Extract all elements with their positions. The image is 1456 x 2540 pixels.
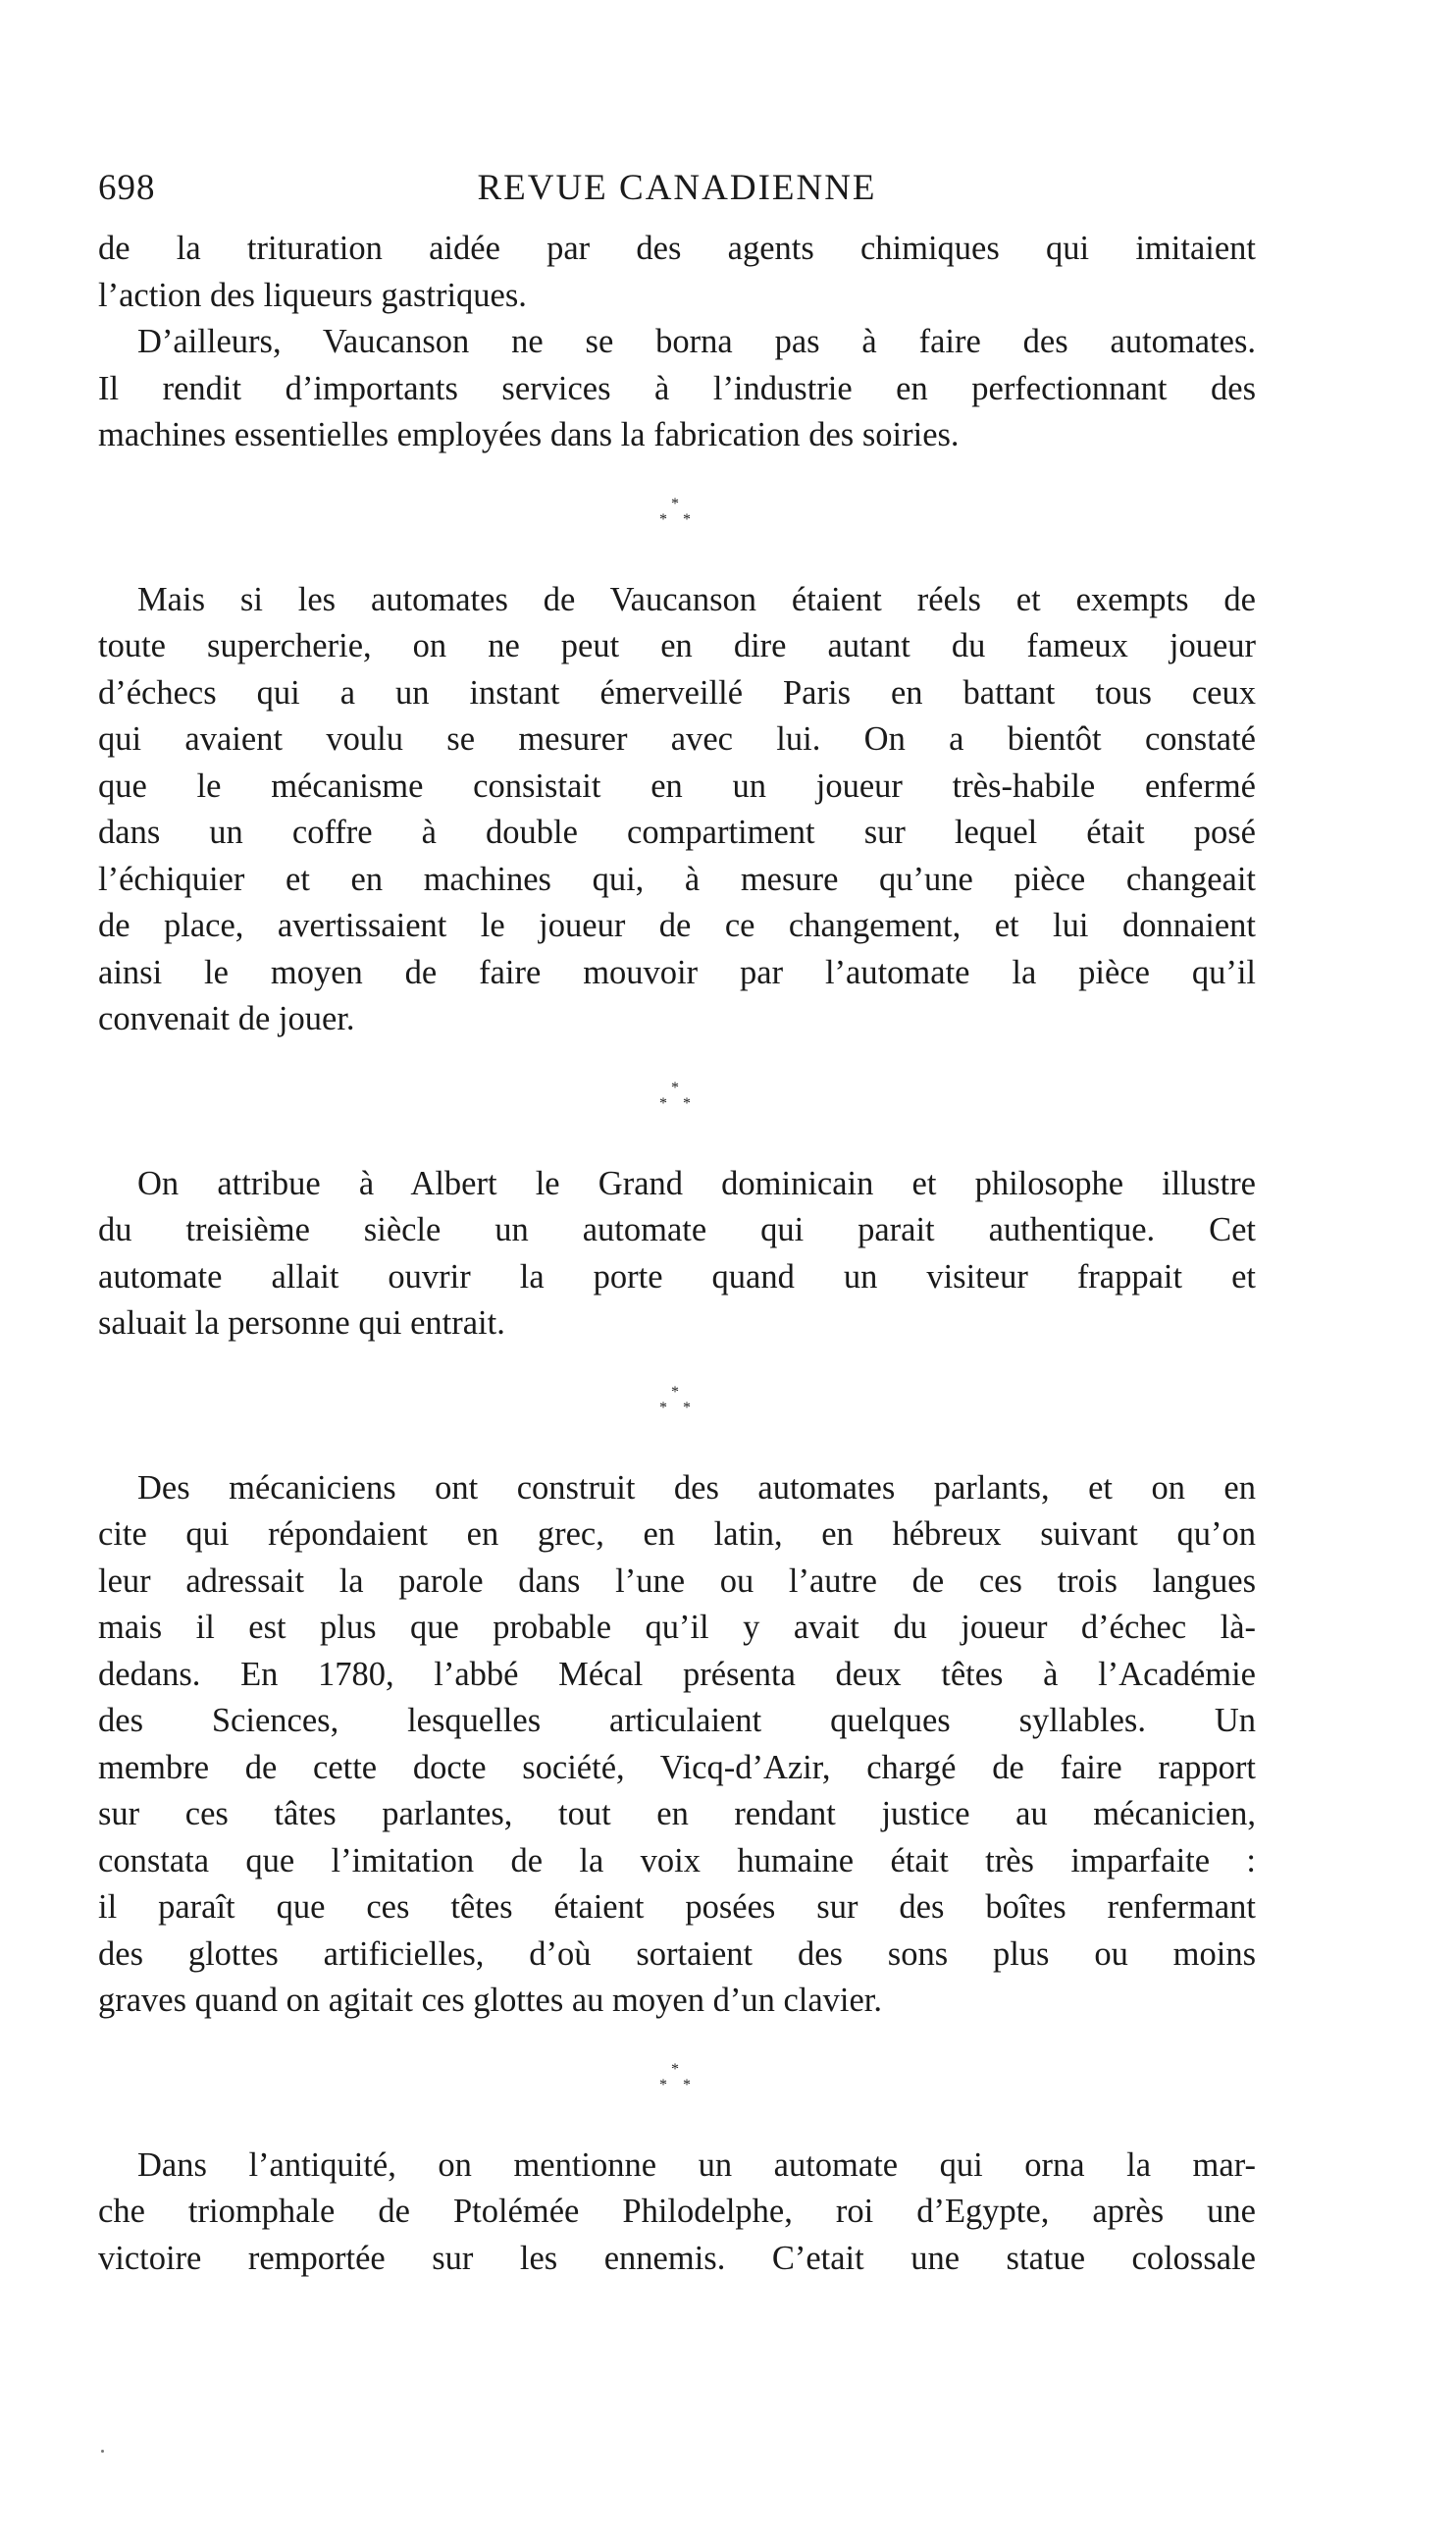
- asterism-star: *: [659, 2076, 667, 2093]
- paragraph-chess-player: [98, 577, 1256, 1043]
- asterism-star: *: [671, 2060, 679, 2078]
- asterism-star: *: [683, 2076, 691, 2093]
- section-asterism: [98, 459, 1256, 577]
- text-line: convenait de jouer.: [98, 1000, 355, 1037]
- text-line: d’échecs qui a un instant émerveillé Paris en battant tous ceux: [98, 673, 1256, 712]
- text-line: Des mécaniciens ont construit des automates parlants, et on en: [137, 1468, 1256, 1507]
- text-line: que le mécanisme consistait en un joueur très-habile enfermé: [98, 767, 1256, 805]
- paragraph-albert-le-grand: [98, 1161, 1256, 1348]
- text-line: de place, avertissaient le joueur de ce changement, et lui donnaient: [98, 907, 1256, 944]
- text-line: l’échiquier et en machines qui, à mesure qu’une pièce changeait: [98, 860, 1256, 898]
- text-line: Mais si les automates de Vaucanson étaient réels et exempts de: [137, 580, 1256, 618]
- asterism-star: *: [671, 1079, 679, 1096]
- text-line: de la trituration aidée par des agents chimiques qui imitaient: [98, 230, 1256, 267]
- text-line: saluait la personne qui entrait.: [98, 1304, 505, 1342]
- section-asterism: [98, 1348, 1256, 1465]
- asterism-star: *: [659, 510, 667, 528]
- asterism-star: *: [683, 510, 691, 528]
- text-line: du treisième siècle un automate qui parait authentique. Cet: [98, 1211, 1256, 1248]
- text-line: D’ailleurs, Vaucanson ne se borna pas à faire des automates.: [137, 323, 1256, 360]
- running-header: [98, 167, 1256, 226]
- text-line: constata que l’imitation de la voix humaine était très imparfaite :: [98, 1841, 1256, 1879]
- text-line: ainsi le moyen de faire mouvoir par l’automate la pièce qu’il: [98, 953, 1256, 991]
- text-line: machines essentielles employées dans la fabrication des soiries.: [98, 416, 960, 453]
- page-number: 698: [98, 168, 156, 208]
- text-line: l’action des liqueurs gastriques.: [98, 276, 527, 314]
- scan-speck: [101, 2450, 104, 2453]
- text-line: Il rendit d’importants services à l’industrie en perfectionnant des: [98, 369, 1256, 407]
- asterism-star: *: [659, 1094, 667, 1112]
- running-title: REVUE CANADIENNE: [477, 168, 877, 208]
- asterism-star: *: [671, 495, 679, 512]
- book-page: [98, 167, 1256, 2282]
- text-line: toute supercherie, on ne peut en dire autant du fameux joueur: [98, 627, 1256, 664]
- text-line: qui avaient voulu se mesurer avec lui. On a bientôt constaté: [98, 720, 1256, 758]
- paragraph-vaucanson: [98, 319, 1256, 459]
- section-asterism: [98, 2025, 1256, 2143]
- text-line: victoire remportée sur les ennemis. C’etait une statue colossale: [98, 2239, 1256, 2277]
- text-line: des Sciences, lesquelles articulaient quelques syllables. Un: [98, 1702, 1256, 1739]
- text-line: che triomphale de Ptolémée Philodelphe, roi d’Egypte, après une: [98, 2193, 1256, 2230]
- asterism-star: *: [683, 1094, 691, 1112]
- asterism-star: *: [683, 1399, 691, 1416]
- section-asterism: [98, 1043, 1256, 1161]
- text-line: leur adressait la parole dans l’une ou l’autre de ces trois langues: [98, 1561, 1256, 1600]
- asterism-star: *: [659, 1399, 667, 1416]
- text-line: automate allait ouvrir la porte quand un visiteur frappait et: [98, 1257, 1256, 1296]
- text-line: membre de cette docte société, Vicq-d’Azir, chargé de faire rapport: [98, 1748, 1256, 1786]
- text-line: dans un coffre à double compartiment sur lequel était posé: [98, 814, 1256, 851]
- text-line: On attribue à Albert le Grand dominicain et philosophe illustre: [137, 1164, 1256, 1202]
- text-line: graves quand on agitait ces glottes au moyen d’un clavier.: [98, 1982, 883, 2019]
- paragraph-talking-automata: [98, 1465, 1256, 2025]
- text-line: sur ces tâtes parlantes, tout en rendant justice au mécanicien,: [98, 1795, 1256, 1832]
- asterism-star: *: [671, 1383, 679, 1401]
- paragraph-antiquity: [98, 2143, 1256, 2283]
- text-line: cite qui répondaient en grec, en latin, en hébreux suivant qu’on: [98, 1515, 1256, 1553]
- text-line: mais il est plus que probable qu’il y avait du joueur d’échec là-: [98, 1609, 1256, 1646]
- paragraph-continued: [98, 226, 1256, 319]
- text-line: il paraît que ces têtes étaient posées sur des boîtes renfermant: [98, 1888, 1256, 1926]
- text-line: des glottes artificielles, d’où sortaient des sons plus ou moins: [98, 1934, 1256, 1973]
- text-line: Dans l’antiquité, on mentionne un automate qui orna la mar-: [137, 2145, 1256, 2184]
- text-line: dedans. En 1780, l’abbé Mécal présenta deux têtes à l’Académie: [98, 1655, 1256, 1693]
